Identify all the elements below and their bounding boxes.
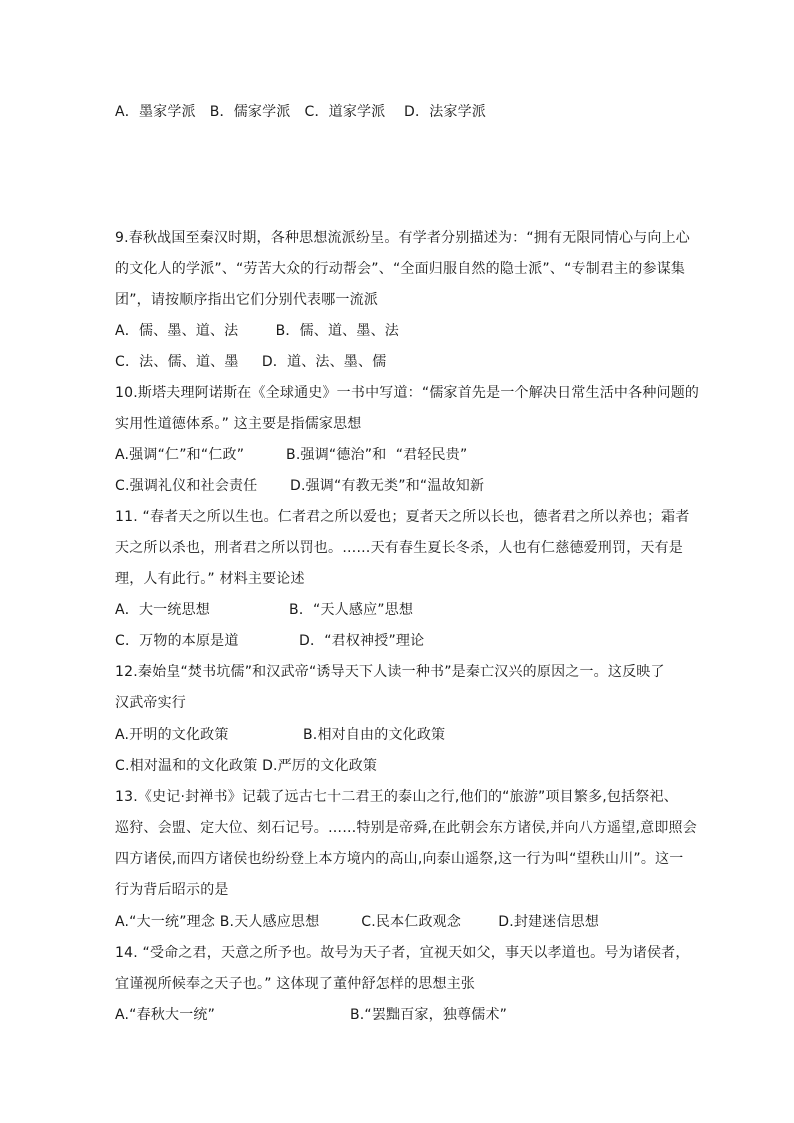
- q9-stem-line-3: 团”，请按顺序指出它们分别代表哪一流派: [115, 292, 379, 308]
- q9-stem-line-2: 的文化人的学派”、“劳苦大众的行动帮会”、“全面归服自然的隐士派”、“专制君主的参谋集: [115, 261, 686, 277]
- q10-stem-line-1: 10.斯塔夫理阿诺斯在《全球通史》一书中写道：“儒家首先是一个解决日常生活中各种问题的: [115, 385, 700, 401]
- q14-stem-line-1: 14. “受命之君，天意之所予也。故号为天子者，宜视天如父，事天以孝道也。号为诸侯者，: [115, 945, 690, 961]
- q10-options-cd: C.强调礼仪和社会责任 D.强调“有教无类”和“温故知新: [115, 478, 485, 494]
- q11-stem-line-1: 11. “春者天之所以生也。仁者君之所以爱也；夏者天之所以长也，德者君之所以养也；霜者: [115, 509, 690, 525]
- q13-options: A.“大一统”理念 B.天人感应思想 C.民本仁政观念 D.封建迷信思想: [115, 914, 600, 930]
- q13-stem-line-2: 巡狩、会盟、定大位、刻石记号。……特别是帝舜,在此朝会东方诸侯,并向八方遥望,意即照会: [115, 820, 697, 836]
- q10-options-ab: A.强调“仁”和“仁政” B.强调“德治”和 “君轻民贵”: [115, 447, 468, 463]
- q12-stem-line-2: 汉武帝实行: [115, 695, 186, 711]
- q9-options-ab: A．儒、墨、道、法 B．儒、道、墨、法: [115, 323, 399, 339]
- q14-stem-line-2: 宜谨视所候奉之天子也。” 这体现了董仲舒怎样的思想主张: [115, 976, 476, 992]
- q13-stem-line-1: 13.《史记·封禅书》记载了远古七十二君王的泰山之行,他们的“旅游”项目繁多,包括祭祀、: [115, 789, 678, 805]
- q11-stem-line-2: 天之所以杀也，刑者君之所以罚也。……天有春生夏长冬杀，人也有仁慈德爱刑罚，天有是: [115, 540, 683, 556]
- q11-options-cd: C．万物的本原是道 D．“君权神授”理论: [115, 633, 425, 649]
- q13-stem-line-4: 行为背后昭示的是: [115, 882, 229, 898]
- q14-options-ab: A.“春秋大一统” B.“罢黜百家，独尊儒术”: [115, 1007, 508, 1023]
- q9-options-cd: C．法、儒、道、墨 D．道、法、墨、儒: [115, 354, 387, 370]
- q13-stem-line-3: 四方诸侯,而四方诸侯也纷纷登上本方境内的高山,向泰山遥祭,这一行为叫“望秩山川”。这一: [115, 851, 684, 867]
- q11-stem-line-3: 理，人有此行。” 材料主要论述: [115, 571, 305, 587]
- q12-options-cd: C.相对温和的文化政策 D.严厉的文化政策: [115, 758, 378, 774]
- q12-options-ab: A.开明的文化政策 B.相对自由的文化政策: [115, 727, 446, 743]
- q12-stem-line-1: 12.秦始皇“焚书坑儒”和汉武帝“诱导天下人读一种书”是秦亡汉兴的原因之一。这反映了: [115, 664, 665, 680]
- q8-options: A．墨家学派 B．儒家学派 C．道家学派 D．法家学派: [115, 104, 487, 120]
- q9-stem-line-1: 9.春秋战国至秦汉时期，各种思想流派纷呈。有学者分别描述为：“拥有无限同情心与向上心: [115, 230, 691, 246]
- q11-options-ab: A．大一统思想 B．“天人感应”思想: [115, 602, 414, 618]
- q10-stem-line-2: 实用性道德体系。” 这主要是指儒家思想: [115, 416, 362, 432]
